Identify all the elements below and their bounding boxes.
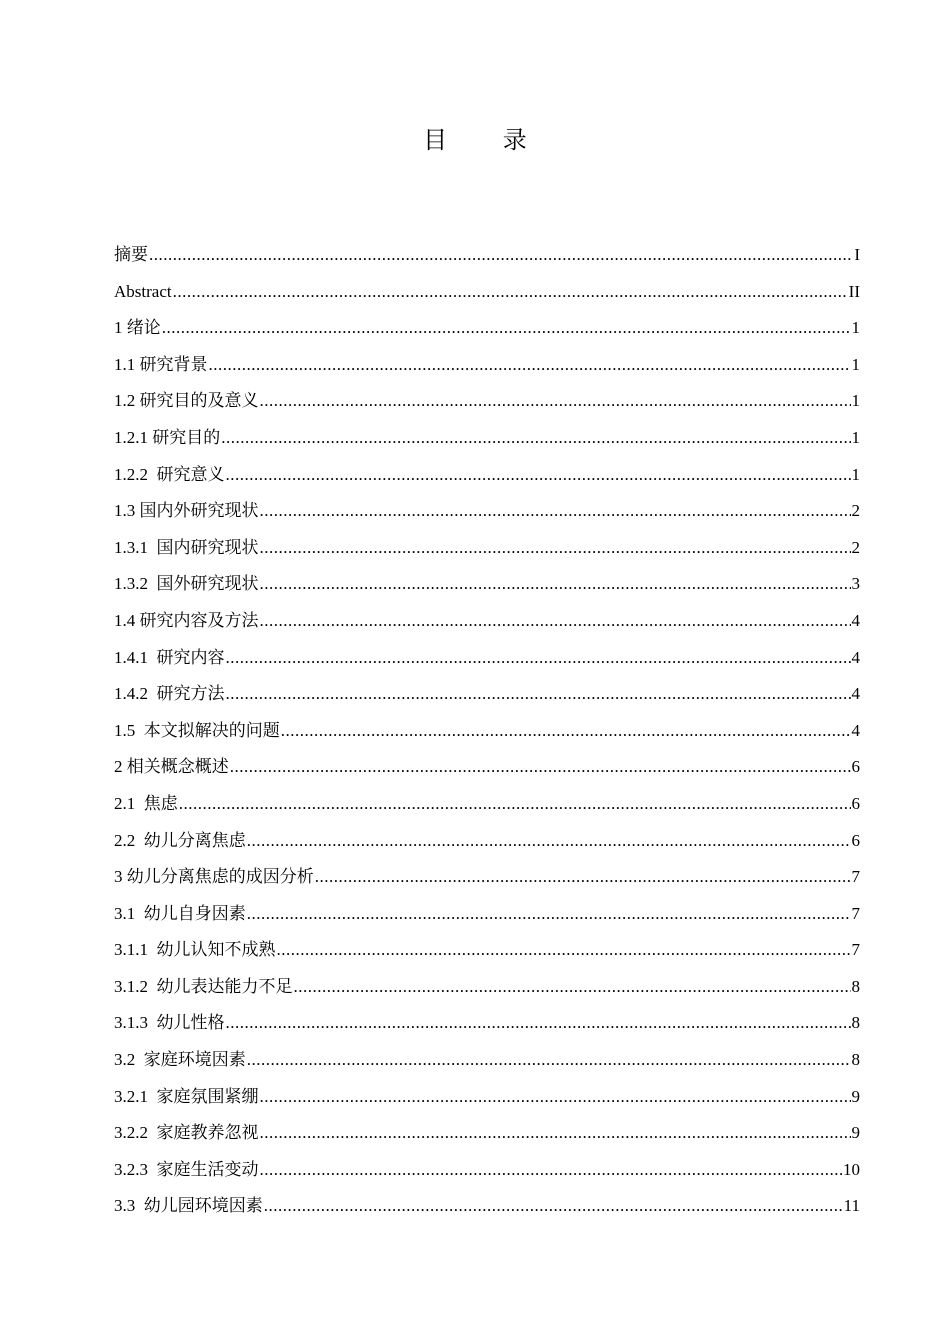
toc-entry[interactable]: [114, 640, 860, 677]
toc-entry-page: 8: [851, 1050, 860, 1070]
toc-leader-dots: [221, 420, 850, 457]
toc-entry-text: 3.1.3 幼儿性格: [114, 1013, 225, 1033]
toc-leader-dots: [281, 713, 851, 750]
toc-entry-text: 1.2.2 研究意义: [114, 464, 225, 484]
toc-entry[interactable]: [114, 420, 860, 457]
toc-entry[interactable]: [114, 347, 860, 384]
toc-entry-text: 3.1.1 幼儿认知不成熟: [114, 940, 276, 960]
toc-entry[interactable]: [114, 603, 860, 640]
toc-entry-text: 摘要: [114, 245, 148, 264]
toc-entry-page: 6: [851, 830, 860, 850]
toc-entry[interactable]: [114, 859, 860, 896]
toc-entry-page: 8: [851, 976, 860, 996]
toc-leader-dots: [264, 1188, 843, 1225]
toc-entry[interactable]: [114, 786, 860, 823]
toc-entry-text: 3.2.3 家庭生活变动: [114, 1159, 259, 1179]
toc-leader-dots: [260, 1115, 851, 1152]
toc-leader-dots: [226, 640, 851, 677]
toc-leader-dots: [149, 237, 853, 274]
toc-entry-page: 4: [851, 647, 860, 667]
toc-entry-text: 3 幼儿分离焦虑的成因分析: [114, 867, 314, 887]
toc-entry-page: 1: [851, 391, 860, 411]
toc-entry[interactable]: [114, 932, 860, 969]
toc-entry-page: 7: [851, 867, 860, 887]
toc-leader-dots: [260, 383, 851, 420]
toc-entry-text: 3.1 幼儿自身因素: [114, 903, 246, 923]
toc-leader-dots: [315, 859, 851, 896]
toc-leader-dots: [226, 676, 851, 713]
toc-entry-page: 7: [851, 903, 860, 923]
toc-entry-text: 1.5 本文拟解决的问题: [114, 720, 280, 740]
toc-entry-text: 1.2 研究目的及意义: [114, 391, 259, 411]
toc-entry-text: 3.2 家庭环境因素: [114, 1050, 246, 1070]
toc-entry-text: 1.4 研究内容及方法: [114, 610, 259, 630]
toc-entry-page: 4: [851, 684, 860, 704]
toc-entry-page: 1: [851, 354, 860, 374]
toc-entry-text: 3.2.2 家庭教养忽视: [114, 1123, 259, 1143]
toc-title: 目 录: [423, 126, 551, 154]
toc-entry[interactable]: [114, 749, 860, 786]
toc-entry-page: 3: [851, 574, 860, 594]
toc-leader-dots: [247, 1042, 851, 1079]
toc-entry[interactable]: [114, 310, 860, 347]
toc-entry-page: II: [848, 281, 860, 301]
toc-entry[interactable]: [114, 1188, 860, 1225]
toc-entry[interactable]: [114, 1042, 860, 1079]
toc-entry-page: I: [854, 245, 860, 264]
toc-entry[interactable]: [114, 493, 860, 530]
toc-entry[interactable]: [114, 383, 860, 420]
toc-entry-text: 1.4.1 研究内容: [114, 647, 225, 667]
toc-entry-text: 2.2 幼儿分离焦虑: [114, 830, 246, 850]
toc-entry[interactable]: [114, 713, 860, 750]
toc-entry[interactable]: [114, 896, 860, 933]
toc-entry-text: 1.4.2 研究方法: [114, 684, 225, 704]
toc-entry[interactable]: [114, 566, 860, 603]
toc-leader-dots: [226, 1005, 851, 1042]
toc-leader-dots: [260, 1152, 843, 1189]
toc-entry-text: 2.1 焦虑: [114, 793, 178, 813]
toc-entry-text: 1.3 国内外研究现状: [114, 501, 259, 521]
toc-leader-dots: [247, 896, 851, 933]
toc-leader-dots: [179, 786, 851, 823]
toc-entry[interactable]: [114, 1115, 860, 1152]
toc-entry[interactable]: [114, 823, 860, 860]
toc-entry-text: 1.1 研究背景: [114, 354, 208, 374]
toc-entry-page: 7: [851, 940, 860, 960]
toc-entry-page: 1: [851, 464, 860, 484]
toc-entry-text: 1.2.1 研究目的: [114, 427, 221, 447]
toc-entry[interactable]: [114, 1079, 860, 1116]
toc-leader-dots: [173, 274, 848, 311]
toc-entry[interactable]: [114, 1152, 860, 1189]
toc-entry-text: 1.3.1 国内研究现状: [114, 537, 259, 557]
toc-entry-page: 10: [843, 1159, 860, 1179]
toc-leader-dots: [260, 530, 851, 567]
toc-entry-page: 4: [851, 610, 860, 630]
toc-entry[interactable]: [114, 457, 860, 494]
toc-leader-dots: [260, 566, 851, 603]
toc-leader-dots: [260, 493, 851, 530]
toc-entry-page: 1: [851, 318, 860, 338]
toc-entry-page: 4: [851, 720, 860, 740]
toc-entry-page: 2: [851, 501, 860, 521]
toc-leader-dots: [230, 749, 851, 786]
toc-entry-page: 8: [851, 1013, 860, 1033]
toc-leader-dots: [260, 603, 851, 640]
toc-leader-dots: [162, 310, 851, 347]
toc-leader-dots: [260, 1079, 851, 1116]
toc-entry[interactable]: [114, 1005, 860, 1042]
toc-entry-text: 1.3.2 国外研究现状: [114, 574, 259, 594]
toc-leader-dots: [294, 969, 851, 1006]
toc-entry-text: 3.3 幼儿园环境因素: [114, 1196, 263, 1216]
toc-entry-text: Abstract: [114, 281, 172, 301]
toc-leader-dots: [277, 932, 851, 969]
toc-entry[interactable]: [114, 274, 860, 311]
toc-entry-text: 3.1.2 幼儿表达能力不足: [114, 976, 293, 996]
toc-entry-page: 6: [851, 793, 860, 813]
toc-entry[interactable]: [114, 530, 860, 567]
toc-entry-page: 11: [843, 1196, 860, 1216]
toc-entry-page: 9: [851, 1123, 860, 1143]
toc-entry-text: 1 绪论: [114, 318, 161, 338]
toc-entry-text: 2 相关概念概述: [114, 757, 229, 777]
toc-entry[interactable]: [114, 676, 860, 713]
toc-entry-text: 3.2.1 家庭氛围紧绷: [114, 1086, 259, 1106]
toc-entry-page: 1: [851, 427, 860, 447]
toc-entry[interactable]: [114, 237, 860, 274]
toc-entry-page: 6: [851, 757, 860, 777]
toc-leader-dots: [226, 457, 851, 494]
toc-entry-page: 9: [851, 1086, 860, 1106]
toc-list: [114, 237, 860, 1225]
toc-entry[interactable]: [114, 969, 860, 1006]
toc-leader-dots: [247, 823, 851, 860]
toc-entry-page: 2: [851, 537, 860, 557]
toc-leader-dots: [209, 347, 851, 384]
